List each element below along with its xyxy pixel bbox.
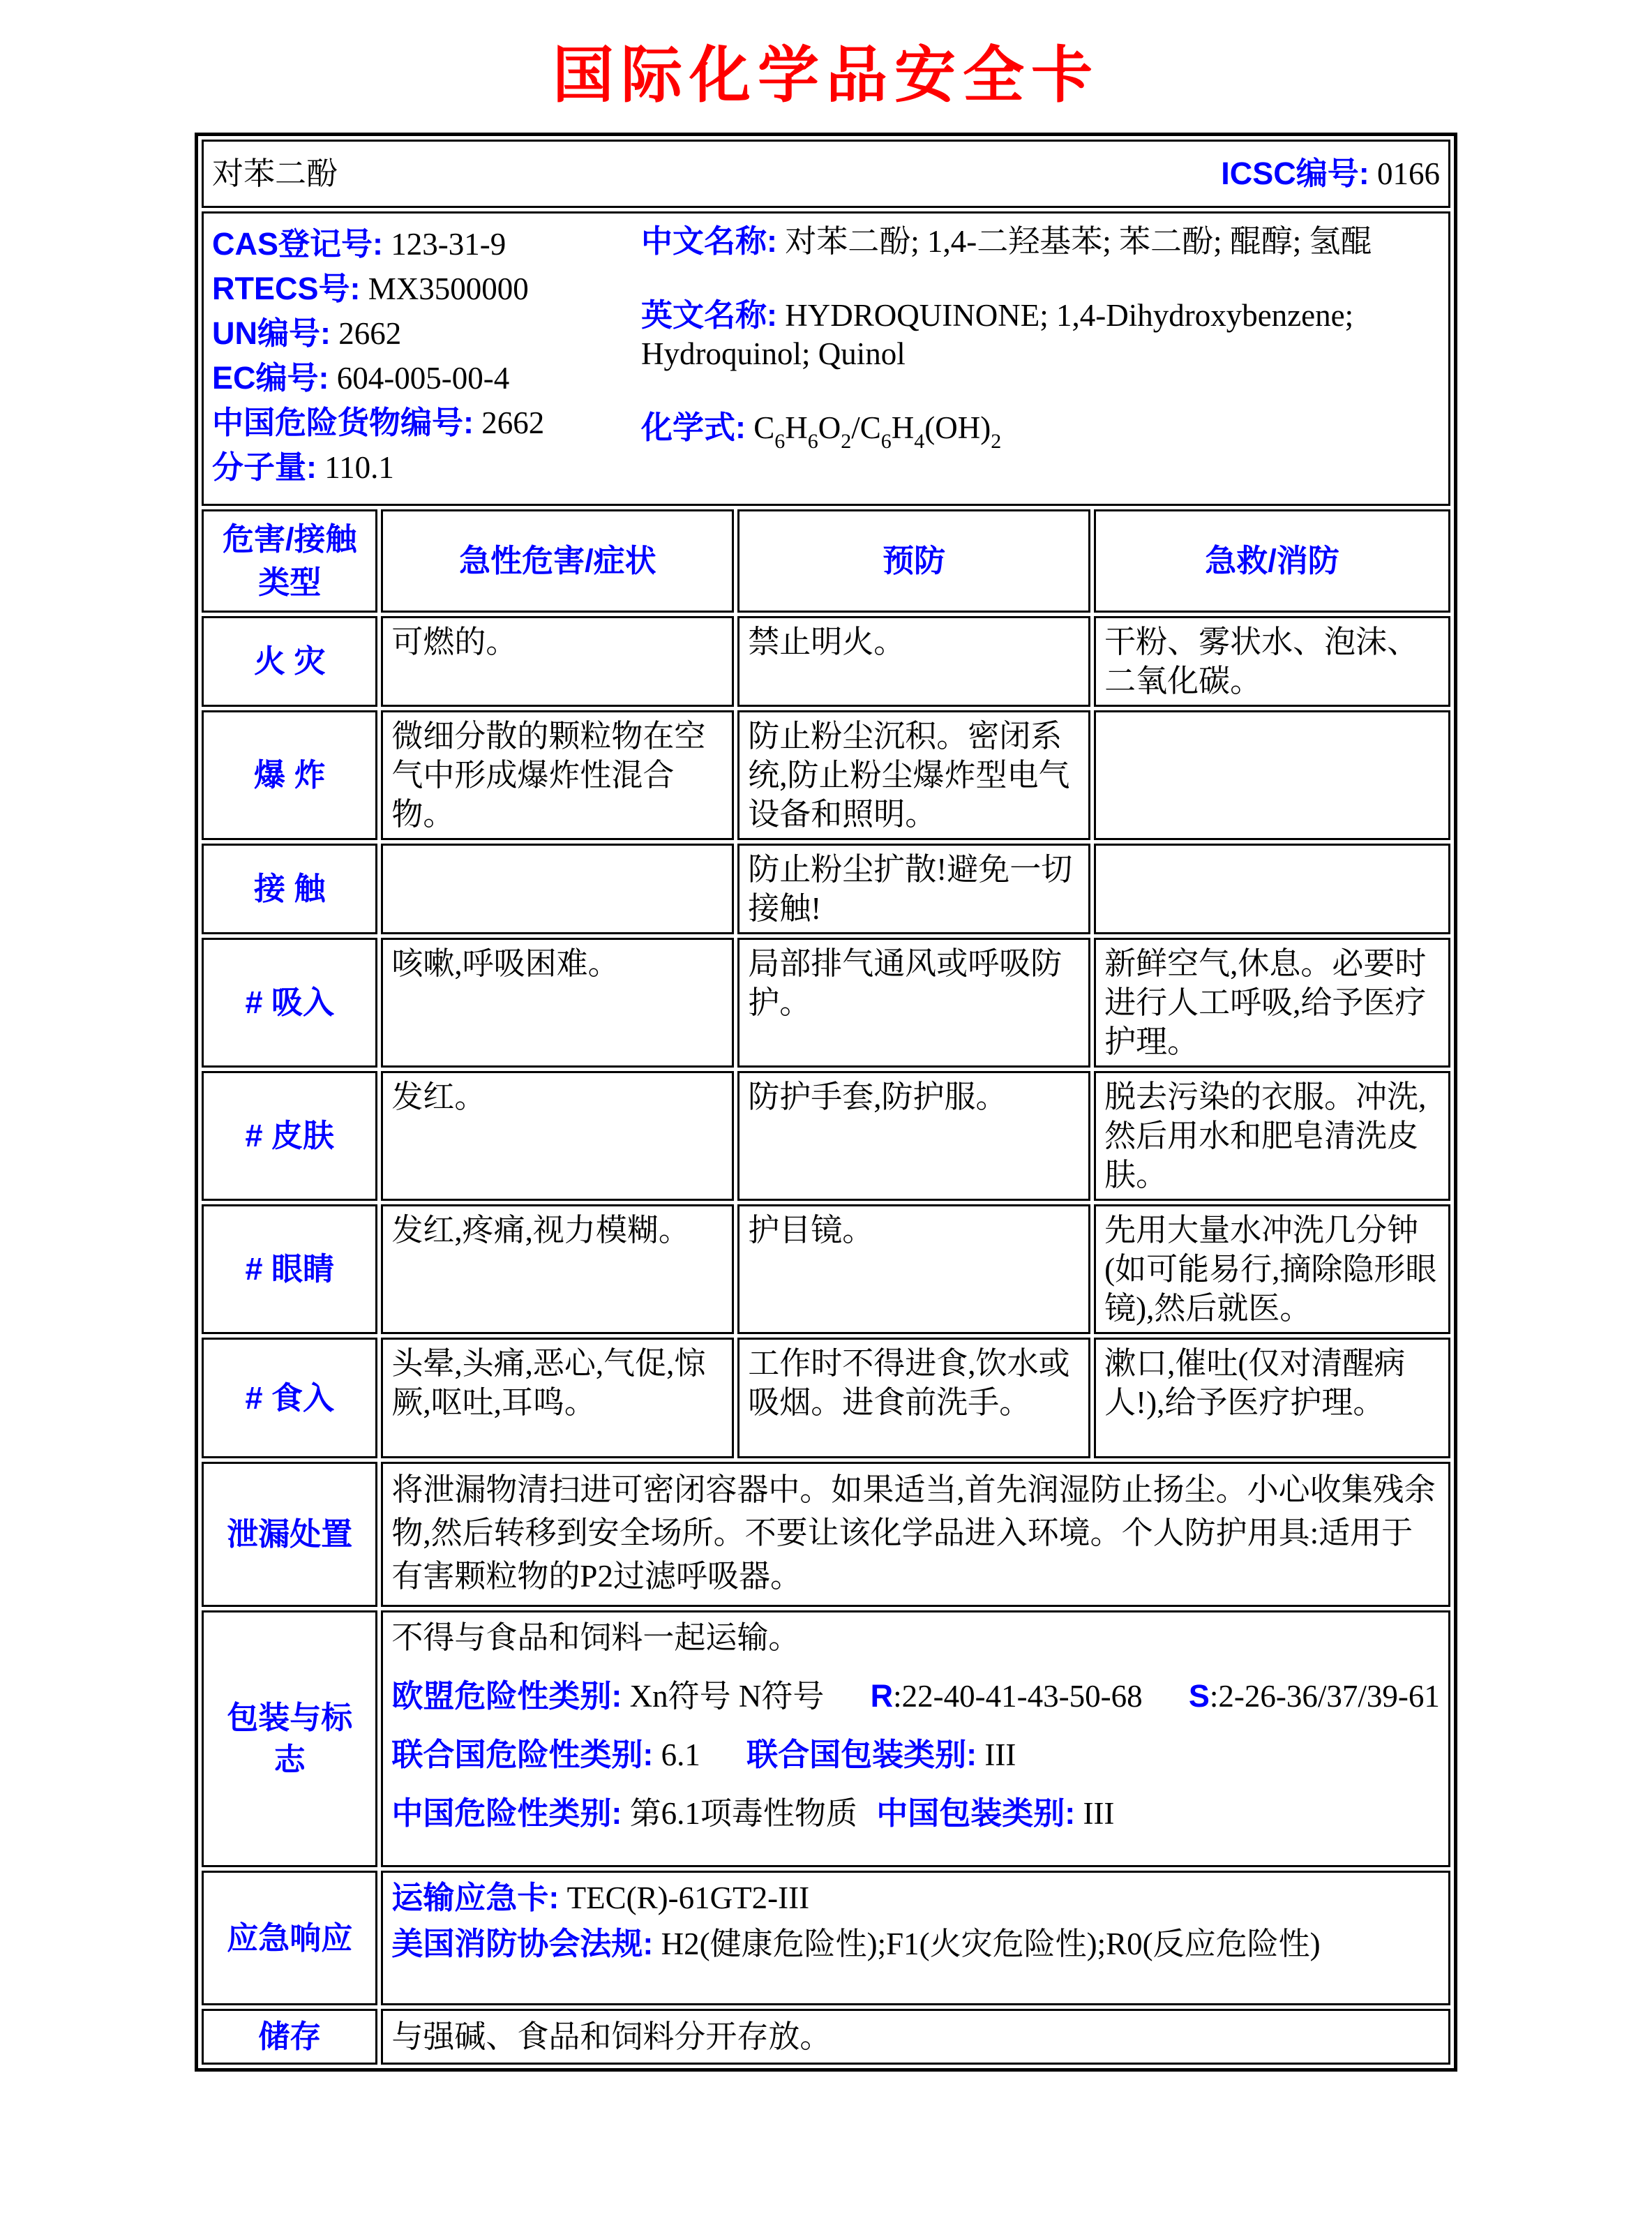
cn-pack-label: 中国包装类别: [876, 1795, 1076, 1831]
hazard-type-label: 火 灾 [202, 616, 377, 707]
exposure-firstaid [1094, 844, 1450, 934]
eyes-symptoms: 发红,疼痛,视力模糊。 [381, 1204, 734, 1334]
ingestion-firstaid: 漱口,催吐(仅对清醒病人!),给予医疗护理。 [1094, 1338, 1450, 1458]
exposure-symptoms [381, 844, 734, 934]
tec-value: TEC(R)-61GT2-III [566, 1880, 810, 1915]
spill-row [202, 1462, 1450, 1607]
ingestion-symptoms: 头晕,头痛,恶心,气促,惊厥,呕吐,耳鸣。 [381, 1338, 734, 1458]
un-pack-label: 联合国包装类别: [746, 1737, 977, 1772]
hazard-row-eyes [202, 1204, 1450, 1334]
un-pack-value: III [984, 1737, 1016, 1772]
hazard-row-inhalation [202, 938, 1450, 1068]
packaging-cn-classification [391, 1793, 1440, 1834]
inhalation-prevention: 局部排气通风或呼吸防护。 [737, 938, 1090, 1068]
s-phrases-label: S [1188, 1678, 1210, 1714]
spill-label: 泄漏处置 [202, 1462, 377, 1607]
eu-class-value: Xn符号 N符号 [629, 1679, 825, 1714]
name-row [202, 140, 1450, 208]
hazard-row-explosion [202, 710, 1450, 840]
un-number: UN编号: 2662 [212, 315, 402, 351]
rtecs-number: RTECS号: MX3500000 [212, 271, 529, 306]
transport-emergency-card [391, 1877, 1440, 1919]
icsc-number-value: 0166 [1377, 156, 1440, 191]
eyes-firstaid: 先用大量水冲洗几分钟(如可能易行,摘除隐形眼镜),然后就医。 [1094, 1204, 1450, 1334]
identification-names-column [641, 222, 1440, 490]
page-title: 国际化学品安全卡 [552, 39, 1099, 111]
packaging-eu-classification [391, 1675, 1440, 1717]
hazard-row-fire [202, 616, 1450, 707]
hazard-type-label: # 皮肤 [202, 1071, 377, 1201]
packaging-label: 包装与标志 [202, 1610, 377, 1867]
exposure-prevention: 防止粉尘扩散!避免一切接触! [737, 844, 1090, 934]
spill-text: 将泄漏物清扫进可密闭容器中。如果适当,首先润湿防止扬尘。小心收集残余物,然后转移到安全场所。不要让该化学品进入环境。个人防护用具:适用于有害颗粒物的P2过滤呼吸器。 [381, 1462, 1450, 1607]
cn-pack-value: III [1083, 1796, 1115, 1831]
hazard-row-exposure [202, 844, 1450, 934]
china-dg-number: 中国危险货物编号: 2662 [212, 405, 545, 440]
nfpa-value: H2(健康危险性);F1(火灾危险性);R0(反应危险性) [661, 1926, 1321, 1961]
inhalation-symptoms: 咳嗽,呼吸困难。 [381, 938, 734, 1068]
header-acute-symptoms: 急性危害/症状 [381, 509, 734, 613]
header-prevention: 预防 [737, 509, 1090, 613]
cas-number: CAS登记号: 123-31-9 [212, 226, 506, 262]
skin-prevention: 防护手套,防护服。 [737, 1071, 1090, 1201]
emergency-content [381, 1871, 1450, 2005]
skin-firstaid: 脱去污染的衣服。冲洗,然后用水和肥皂清洗皮肤。 [1094, 1071, 1450, 1201]
fire-prevention: 禁止明火。 [737, 616, 1090, 707]
un-class-label: 联合国危险性类别: [391, 1737, 654, 1772]
safety-card-table [195, 133, 1457, 2072]
un-class-value: 6.1 [661, 1737, 700, 1772]
storage-label: 储存 [202, 2009, 377, 2065]
explosion-symptoms: 微细分散的颗粒物在空气中形成爆炸性混合物。 [381, 710, 734, 840]
cn-class-value: 第6.1项毒性物质 [629, 1796, 857, 1831]
emergency-row [202, 1871, 1450, 2005]
explosion-firstaid [1094, 710, 1450, 840]
hazard-type-label: 爆 炸 [202, 710, 377, 840]
packaging-transport-note: 不得与食品和饲料一起运输。 [391, 1620, 800, 1655]
formula-value: $C_6H_6O_2/C_6H_4(OH)_2$ [753, 410, 1002, 453]
identification-cell [202, 211, 1450, 506]
r-phrases-value: :22-40-41-43-50-68 [893, 1679, 1143, 1714]
ingestion-prevention: 工作时不得进食,饮水或吸烟。进食前洗手。 [737, 1338, 1090, 1458]
chemical-name: 对苯二酚 [212, 156, 338, 191]
hazard-type-label: # 吸入 [202, 938, 377, 1068]
hazard-type-label: 接 触 [202, 844, 377, 934]
packaging-content [381, 1610, 1450, 1867]
hazard-type-label: # 眼睛 [202, 1204, 377, 1334]
emergency-label: 应急响应 [202, 1871, 377, 2005]
hazard-row-skin [202, 1071, 1450, 1201]
molecular-weight: 分子量: 110.1 [212, 449, 394, 485]
identification-registry-column [212, 222, 641, 490]
header-firstaid-firefighting: 急救/消防 [1094, 509, 1450, 613]
s-phrases-value: :2-26-36/37/39-61 [1209, 1679, 1440, 1714]
skin-symptoms: 发红。 [381, 1071, 734, 1201]
fire-symptoms: 可燃的。 [381, 616, 734, 707]
packaging-row [202, 1610, 1450, 1867]
icsc-number-label: ICSC编号: [1221, 156, 1369, 191]
identification-row [202, 211, 1450, 506]
english-names: 英文名称: HYDROQUINONE; 1,4-Dihydroxybenzene; Hydroquinol; Quinol [641, 297, 1354, 371]
eu-class-label: 欧盟危险性类别: [391, 1678, 622, 1714]
icsc-number [1221, 154, 1440, 193]
nfpa-label: 美国消防协会法规: [391, 1926, 654, 1961]
storage-row [202, 2009, 1450, 2065]
inhalation-firstaid: 新鲜空气,休息。必要时进行人工呼吸,给予医疗护理。 [1094, 938, 1450, 1068]
nfpa-code [391, 1923, 1440, 1965]
storage-text: 与强碱、食品和饲料分开存放。 [381, 2009, 1450, 2065]
hazard-type-label: # 食入 [202, 1338, 377, 1458]
eyes-prevention: 护目镜。 [737, 1204, 1090, 1334]
hazard-row-ingestion [202, 1338, 1450, 1458]
header-hazard-type: 危害/接触类型 [202, 509, 377, 613]
packaging-un-classification [391, 1734, 1440, 1776]
cn-class-label: 中国危险性类别: [391, 1795, 622, 1831]
chemical-formula: 化学式: $C_6H_6O_2/C_6H_4(OH)_2$ [641, 410, 1002, 453]
ec-number: EC编号: 604-005-00-4 [212, 360, 510, 396]
explosion-prevention: 防止粉尘沉积。密闭系统,防止粉尘爆炸型电气设备和照明。 [737, 710, 1090, 840]
tec-label: 运输应急卡: [391, 1880, 560, 1915]
name-cell [202, 140, 1450, 208]
chinese-names: 中文名称: 对苯二酚; 1,4-二羟基苯; 苯二酚; 醌醇; 氢醌 [641, 223, 1372, 259]
fire-firstaid: 干粉、雾状水、泡沫、二氧化碳。 [1094, 616, 1450, 707]
r-phrases-label: R [870, 1678, 894, 1714]
hazard-header-row [202, 509, 1450, 613]
